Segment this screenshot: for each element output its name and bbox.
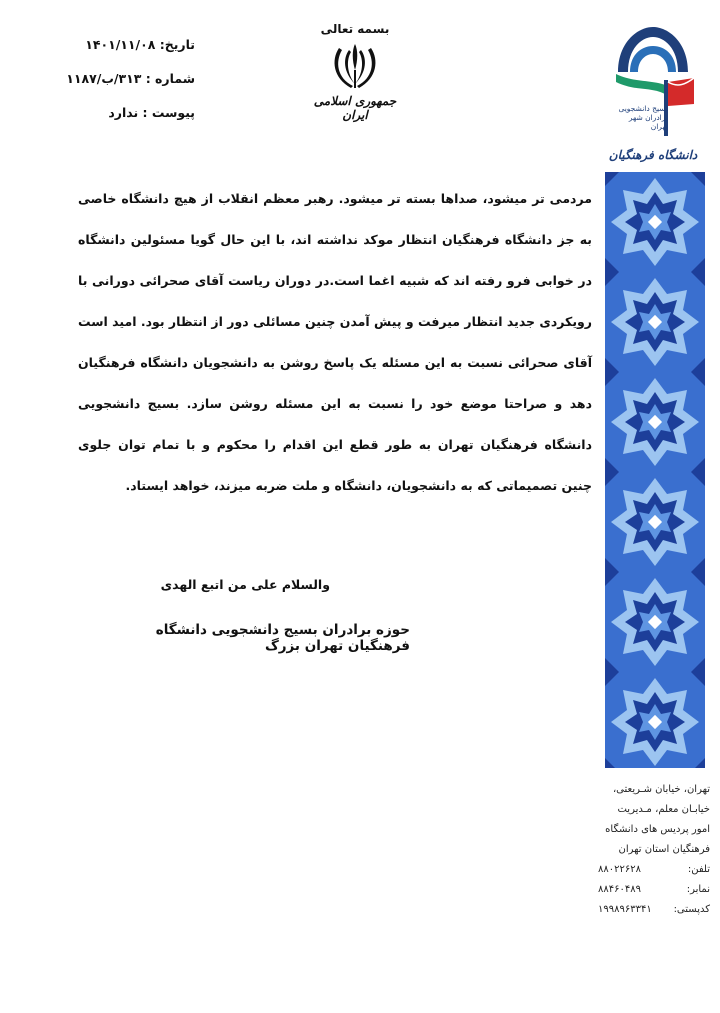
- fax-label: نمابر:: [686, 884, 710, 895]
- islamic-tile-pattern-icon: [605, 172, 705, 768]
- phone-number: ۸۸۰۲۲۶۲۸: [598, 864, 641, 875]
- university-logo: [608, 22, 698, 167]
- signature-line: حوزه برادران بسیج دانشجویی دانشگاه فرهنگیان تهران بزرگ: [155, 622, 410, 654]
- address-block: [598, 780, 710, 920]
- national-emblem: [310, 22, 400, 122]
- bismillah-text: بسمه تعالی: [320, 22, 390, 36]
- iran-emblem-icon: [325, 40, 385, 92]
- address-line: فرهنگیان استان تهران: [618, 844, 710, 855]
- address-line: امور پردیس های دانشگاه: [605, 824, 710, 835]
- fax-row: [598, 880, 710, 900]
- phone-label: تلفن:: [687, 864, 710, 875]
- fax-number: ۸۸۴۶۰۴۸۹: [598, 884, 641, 895]
- letter-body: مردمی تر میشود، صداها بسته تر میشود. رهبر معظم انقلاب از هیچ دانشگاه خاصی به جز دانشگاه فرهنگیان انتظار موکد نداشته اند، با این حال گویا مسئولین دانشگاه در خوابی فرو رفته اند که شبیه اغما است.در دوران ریاست آقای صحرائی دورانی با رویکردی جدید انتظار میرفت و پیش آمدن چنین مسائلی دور از انتظار بود. امید است آقای صحرائی نسبت به این مسئله یک پاسخ روشن به دانشجویان دانشگاه فرهنگیان دهد و صراحتا موضع خود را نسبت به این مسئله روشن سازد. بسیج دانشجویی دانشگاه فرهنگیان تهران به طور قطع این اقدام را محکوم و با تمام توان جلوی چنین تصمیماتی که به دانشجویان، دانشگاه و ملت ضربه میزند، خواهد ایستاد.: [78, 191, 592, 493]
- postal-label: کدپستی:: [673, 904, 710, 915]
- date-line: تاریخ: ۱۴۰۱/۱۱/۰۸: [85, 37, 195, 52]
- closing-salutation: والسلام علی من اتبع الهدی: [160, 577, 330, 592]
- logo-university-name: دانشگاه فرهنگیان: [608, 148, 698, 162]
- postal-code: ۱۹۹۸۹۶۳۳۴۱: [598, 904, 652, 915]
- address-line: تهران، خیابان شـریعتی،: [612, 784, 710, 795]
- letter-meta: [60, 28, 195, 130]
- attachment-line: پیوست : ندارد: [108, 105, 195, 120]
- phone-row: [598, 860, 710, 880]
- logo-subtitle: بسیج دانشجویی برادران شهر تهران: [618, 104, 668, 131]
- address-line: خیابـان معلم، مـدیریت: [617, 804, 710, 815]
- number-line: شماره : ۳۱۳/ب/۱۱۸۷: [66, 71, 195, 86]
- country-name: جمهوری اسلامی ایران: [313, 94, 397, 122]
- decorative-tile-pattern: [605, 172, 705, 768]
- postal-row: [598, 900, 710, 920]
